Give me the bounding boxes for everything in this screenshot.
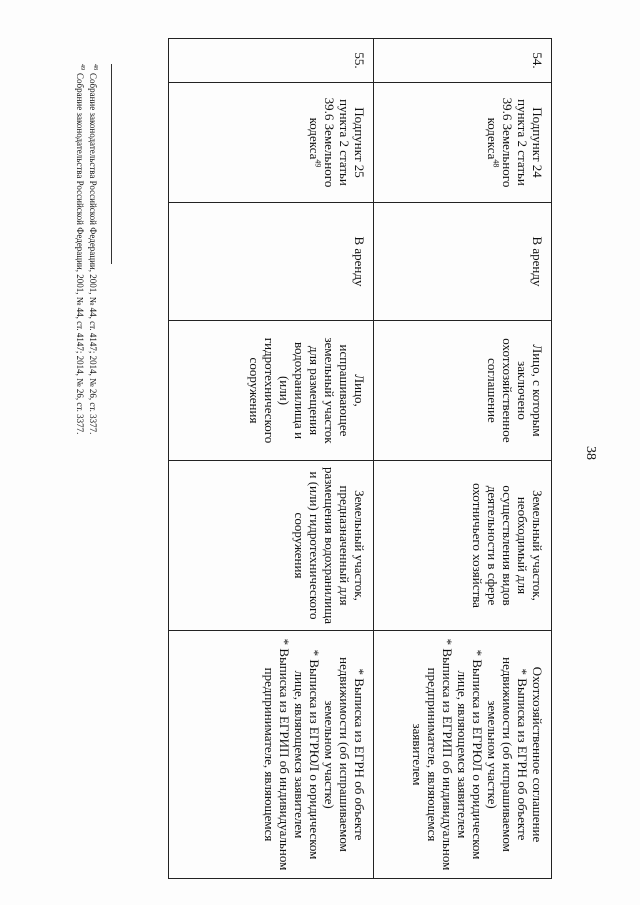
- footnote-mark: 49: [79, 64, 85, 70]
- page-number: 38: [583, 446, 598, 460]
- table-row: [169, 39, 374, 879]
- legal-basis: Подпункт 25 пункта 2 статьи 39.6 Земельного кодекса: [307, 97, 367, 188]
- legal-basis-cell: [169, 83, 374, 203]
- footnote: [87, 64, 100, 904]
- row-number: 54.: [374, 39, 552, 83]
- document-item: * Выписка из ЕГРН об объекте недвижимости (об испрашиваемом земельном участке): [485, 657, 530, 852]
- footnote-mark: 48: [92, 64, 98, 70]
- plot-description: Земельный участок, необходимый для осуществления видов деятельности в сфере охотничьего хозяйства: [374, 461, 552, 631]
- legal-basis-cell: [374, 83, 552, 203]
- document-item: * Выписка из ЕГРИП об индивидуальном предпринимателе, являющемся: [262, 638, 292, 871]
- footnote-separator: [111, 64, 112, 264]
- applicant: Лицо, испрашивающее земельный участок для размещения водохранилища и (или) гидротехнического сооружения: [169, 321, 374, 461]
- footnote-text: Собрание законодательства Российской Федерации, 2001, № 44, ст. 4147; 2014, № 26, ст. 3377.: [75, 73, 85, 435]
- footnote: [74, 64, 87, 904]
- document-item: * Выписка из ЕГРИП об индивидуальном предпринимателе, являющемся заявителем: [410, 638, 455, 871]
- document-item: * Выписка из ЕГРЮЛ о юридическом лице, являющемся заявителем: [292, 649, 322, 860]
- documents-cell: [374, 631, 552, 879]
- documents-cell: [169, 631, 374, 879]
- legal-basis: Подпункт 24 пункта 2 статьи 39.6 Земельного кодекса: [485, 97, 545, 188]
- document-item: * Выписка из ЕГРЮЛ о юридическом лице, являющемся заявителем: [455, 649, 485, 860]
- plot-description: Земельный участок, предназначенный для размещения водохранилища и (или) гидротехнического сооружения: [169, 461, 374, 631]
- document-item: Охотхозяйственное соглашение: [530, 666, 545, 843]
- applicant: Лицо, с которым заключено охотхозяйственное соглашение: [374, 321, 552, 461]
- table-row: [374, 39, 552, 879]
- row-number: 55.: [169, 39, 374, 83]
- footnote-ref: 48: [491, 159, 501, 168]
- grant-type: В аренду: [169, 203, 374, 321]
- requirements-table: [168, 38, 552, 879]
- footnote-ref: 49: [313, 159, 323, 168]
- footnote-text: Собрание законодательства Российской Федерации, 2001, № 44, ст. 4147; 2014, № 26, ст. 3377.: [88, 73, 98, 435]
- grant-type: В аренду: [374, 203, 552, 321]
- document-item: * Выписка из ЕГРН об объекте недвижимости (об испрашиваемом земельном участке): [322, 657, 367, 852]
